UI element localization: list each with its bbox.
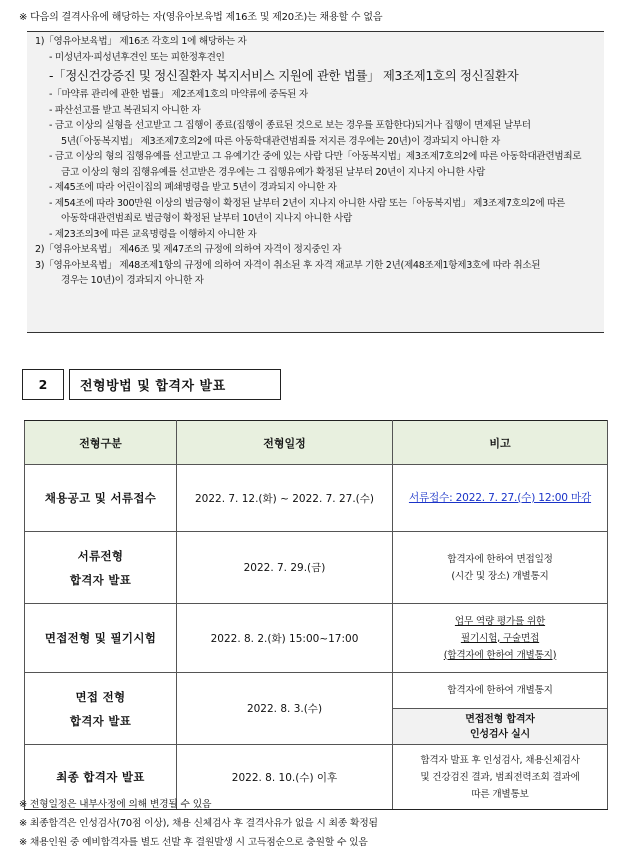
disq-line: 금고 이상의 형의 집행유예를 선고받은 경우에는 그 집행유예가 확정된 날부터 20년이 지나지 아니한 사람: [61, 166, 485, 178]
header-schedule: 전형일정: [177, 421, 393, 465]
stage-line: 합격자 발표: [69, 572, 132, 587]
note-cell: [393, 604, 608, 673]
stage-cell: 최종 합격자 발표: [25, 745, 177, 810]
disq-line: - 제45조에 따라 어린이집의 폐쇄명령을 받고 5년이 경과되지 아니한 자: [49, 182, 337, 193]
date-cell: 2022. 8. 10.(수) 이후: [177, 745, 393, 810]
note-cell: [393, 465, 608, 532]
disq-line: 2)「영유아보육법」 제46조 및 제47조의 규정에 의하여 자격이 정지중인 자: [35, 244, 342, 255]
date-cell: 2022. 8. 2.(화) 15:00~17:00: [177, 604, 393, 673]
disq-line: - 제54조에 따라 300만원 이상의 벌금형이 확정된 날부터 2년이 지나지 아니한 사람 또는「아동복지법」 제3조제7호의2에 따른: [49, 197, 566, 209]
note-cell: [393, 745, 608, 810]
disq-line: 경우는 10년)이 경과되지 아니한 자: [61, 275, 204, 286]
date-cell: 2022. 7. 29.(금): [177, 532, 393, 604]
deadline-link[interactable]: 서류접수: 2022. 7. 27.(수) 12:00 마감: [408, 491, 592, 504]
disqualification-box: [27, 31, 604, 333]
header-stage: 전형구분: [25, 421, 177, 465]
footnote: ※ 전형일정은 내부사정에 의해 변경될 수 있음: [19, 799, 212, 810]
note-line: 합격자 발표 후 인성검사, 채용신체검사: [420, 754, 580, 766]
disq-line: 아동학대관련범죄로 벌금형이 확정된 날부터 10년이 지나지 아니한 사람: [61, 213, 352, 224]
note-line: 합격자에 한하여 면접일정: [447, 553, 553, 565]
footnotes: [19, 795, 378, 851]
table-row: [25, 465, 608, 532]
note-cell: [393, 532, 608, 604]
note-line: 면접전형 합격자: [465, 713, 535, 725]
disq-line: 1)「영유아보육법」 제16조 각호의 1에 해당하는 자: [35, 36, 247, 47]
date-cell: 2022. 7. 12.(화) ~ 2022. 7. 27.(수): [177, 465, 393, 532]
date-cell: 2022. 8. 3.(수): [177, 673, 393, 745]
note-line: 필기시험, 구술면접: [460, 632, 540, 644]
table-header-row: [25, 421, 608, 465]
note-cell: 합격자에 한하여 개별통지: [393, 673, 608, 709]
footnote: ※ 채용인원 중 예비합격자를 별도 선발 후 결원발생 시 고득점순으로 충원할 수 있음: [19, 837, 368, 848]
table-row: [25, 604, 608, 673]
disq-line: - 금고 이상의 형의 집행유예를 선고받고 그 유예기간 중에 있는 사람 다만「아동복지법」제3조제7호의2에 따른 아동학대관련범죄로: [49, 151, 582, 162]
table-row: [25, 532, 608, 604]
note-line: (합격자에 한하여 개별통지): [443, 649, 557, 661]
table-row: [25, 673, 608, 709]
disq-line: 5년(「아동복지법」 제3조제7호의2에 따른 아동학대관련범죄를 저지른 경우에는 20년)이 경과되지 아니한 자: [61, 135, 500, 147]
note-subcell: [393, 709, 608, 745]
note-line: 인성검사 실시: [469, 728, 531, 740]
footnote: ※ 최종합격은 인성검사(70점 이상), 채용 신체검사 후 결격사유가 없을 시 최종 확정됨: [19, 818, 378, 829]
disq-line-mental-illness: -「정신건강증진 및 정신질환자 복지서비스 지원에 관한 법률」 제3조제1호의 정신질환자: [49, 68, 519, 83]
disqualification-intro: ※ 다음의 결격사유에 해당하는 자(영유아보육법 제16조 및 제20조)는 채용할 수 없음: [19, 12, 383, 23]
note-line: 업무 역량 평가를 위한: [454, 615, 546, 627]
note-line: 따른 개별통보: [471, 788, 529, 800]
schedule-table: [24, 420, 608, 810]
stage-cell: 채용공고 및 서류접수: [25, 465, 177, 532]
disq-line: - 파산선고를 받고 복권되지 아니한 자: [49, 104, 201, 116]
disq-line: - 금고 이상의 실형을 선고받고 그 집행이 종료(집행이 종료된 것으로 보는 경우를 포함한다)되거나 집행이 면제된 날부터: [49, 120, 531, 131]
disq-line: -「마약류 관리에 관한 법률」 제2조제1호의 마약류에 중독된 자: [49, 89, 308, 100]
disq-line: - 미성년자·피성년후견인 또는 피한정후견인: [49, 51, 225, 63]
stage-cell: [25, 532, 177, 604]
section-title: 전형방법 및 합격자 발표: [69, 369, 281, 400]
note-line: 및 건강검진 결과, 범죄전력조회 결과에: [420, 771, 580, 783]
disq-line: - 제23조의3에 따른 교육명령을 이행하지 아니한 자: [49, 228, 257, 240]
disq-line: 3)「영유아보육법」 제48조제1항의 규정에 의하여 자격이 취소된 후 자격 재교부 기한 2년(제48조제1항제3호에 따라 취소된: [35, 259, 541, 271]
stage-line: 서류전형: [77, 548, 124, 563]
section-number: 2: [22, 369, 64, 400]
stage-line: 면접 전형: [75, 689, 126, 704]
stage-cell: [25, 673, 177, 745]
note-line: (시간 및 장소) 개별통지: [451, 570, 549, 582]
stage-line: 합격자 발표: [69, 713, 132, 728]
stage-cell: 면접전형 및 필기시험: [25, 604, 177, 673]
header-note: 비고: [393, 421, 608, 465]
